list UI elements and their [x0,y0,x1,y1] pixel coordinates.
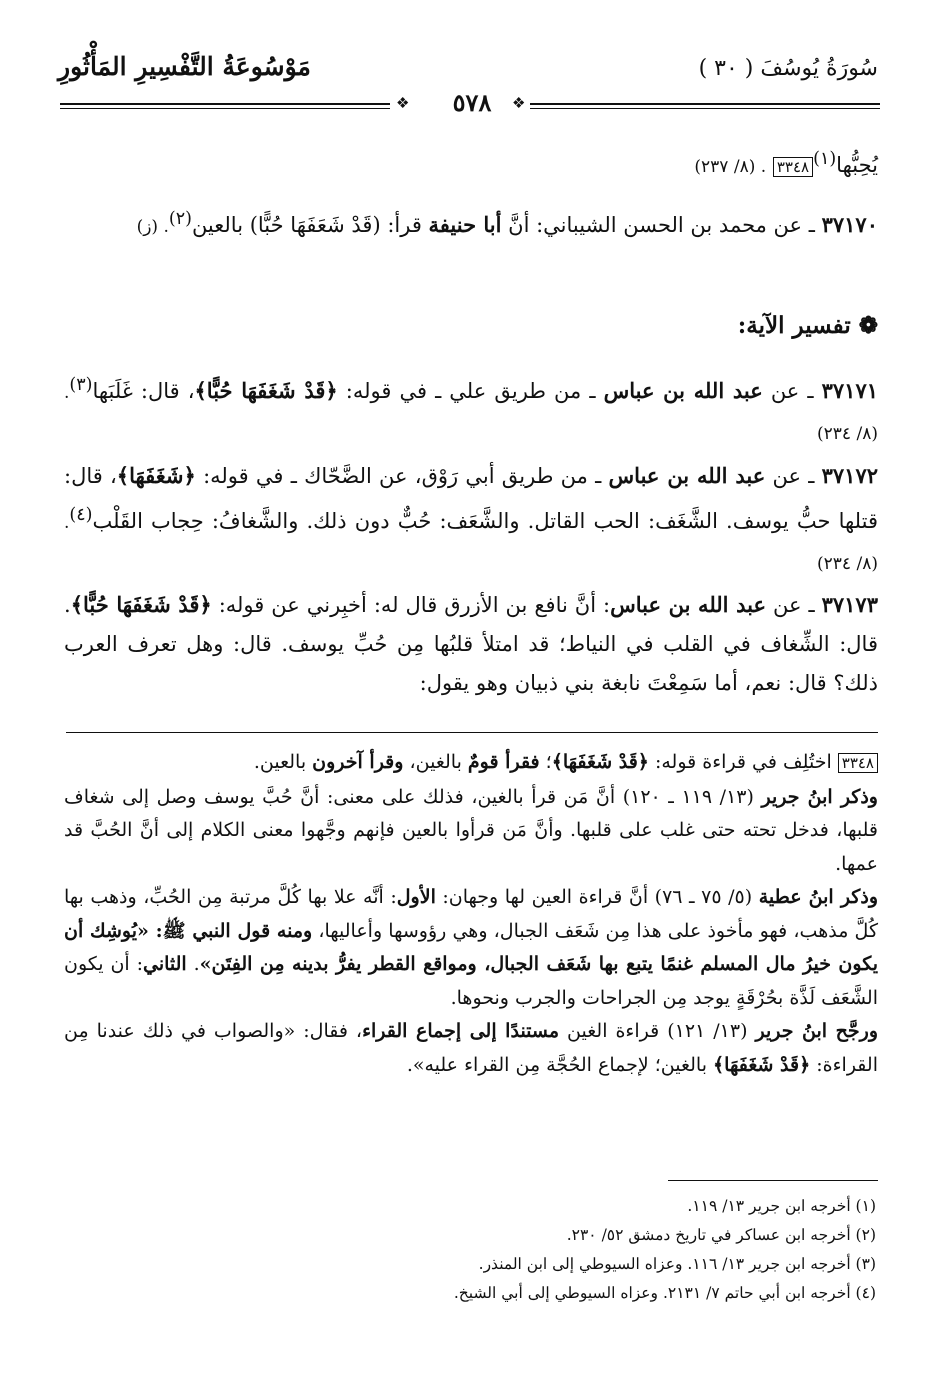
editorial-notes [64,746,878,1082]
note-3348 [64,746,878,781]
text: يُحِبُّها [836,153,878,177]
footnote-ref: (٢) [168,209,192,229]
text: ـ من طريق علي ـ في قوله: [337,379,604,403]
text: بالغين؛ لإجماع الحُجَّة مِن القراء عليه». [406,1053,714,1076]
footnote: (٤) أخرجه ابن أبي حاتم ٧/ ٢١٣١. وعزاه السيوطي إلى أبي الشيخ. [453,1284,876,1302]
note-ibn-atiyya [64,881,878,1015]
text: ، قال: غَلَبَها [92,379,195,403]
text: (٥/ ٧٥ ـ ٧٦) أنَّ قراءة العين لها وجهان: [435,886,759,908]
bold-text: الأول [396,886,436,908]
footnote: (١) أخرجه ابن جرير ١٣/ ١١٩. [687,1197,876,1215]
narration-37173 [64,585,878,703]
text: : أنَّ نافع بن الأزرق قال له: أخبِرني عن قوله: [211,593,611,617]
text: ؛ [539,751,552,773]
source-ref: . (٨/ ٢٣٧) [694,157,767,177]
text: ، قال: قتلها حبُّ يوسف. الشَّغَف: الحب القاتل. والشَّعَف: حُبٌّ دون ذلك. والشَّغافُ: حِجاب القَلْب [64,464,878,533]
source-ref: . (٨/ ٢٣٤) [64,383,878,444]
text: ـ عن محمد بن الحسن الشيباني: أنَّ [501,213,822,237]
narration-number: ٣٧١٧٣ [821,592,878,617]
quran-quote: ﴿شَغَفَهَا﴾ [116,463,196,488]
text: بالغين، [403,751,468,773]
quran-quote: ﴿قَدْ شَغَفَهَا﴾ [713,1053,811,1076]
note-box: ٣٣٤٨ [838,753,878,773]
ornament-icon: ❖ [396,94,410,112]
bold-text: الثاني [143,953,187,975]
ornament-icon: ❖ [512,94,526,112]
bold-text: مستندًا إلى إجماع القراء [362,1020,560,1042]
page-number: ٥٧٨ [452,88,492,117]
text: : أنَّه علا بها كُلَّ مرتبة مِن الحُبِّ، وذهب بها كُلَّ مذهب، فهو مأخوذ على هذا مِن شَعَف الجبال، وهي رؤوسها وأعاليها، [64,886,878,942]
header-rule-right-thin [530,108,880,109]
narrator-name: عبد الله بن عباس [610,592,766,617]
narrator-name: أبا حنيفة [428,212,502,237]
text: . قال: الشِّغاف في القلب في النياط؛ قد امتلأ قلبُها مِن حُبِّ يوسف. قال: وهل تعرف العرب ذلك؟ قال: نعم، أما سَمِعْتَ نابغة بني ذبيان وهو يقول: [64,593,878,695]
source-ref: . (ز) [136,217,169,237]
bold-text: وذكر ابنُ عطية [758,886,878,908]
header-rule-left [60,103,390,105]
note-tarjih [64,1015,878,1082]
book-title: مَوْسُوعَةُ التَّفْسِيرِ المَأْثُورِ [58,52,311,81]
narration-number: ٣٧١٧١ [821,378,879,403]
narration-37172 [64,456,878,584]
quran-quote: ﴿قَدْ شَغَفَهَا﴾ [551,751,649,773]
text: اختُلِف في قراءة قوله: [648,751,838,773]
narration-37171 [64,366,878,454]
footnote-ref: (٤) [69,505,93,525]
note-ibn-jarir [64,781,878,882]
quran-quote: ﴿قَدْ شَغَفَهَا حُبًّا﴾ [194,378,338,403]
header-rule-right [530,103,880,105]
footnote: (٢) أخرجه ابن عساكر في تاريخ دمشق ٥٢/ ٢٣٠. [566,1226,876,1244]
header-rule-left-thin [60,108,390,109]
narration-number: ٣٧١٧٠ [821,212,878,237]
footnote: (٣) أخرجه ابن جرير ١٣/ ١١٦. وعزاه السيوطي إلى ابن المنذر. [478,1255,876,1273]
text: . [186,953,200,975]
text: (١٣/ ١٢١) قراءة الغين [559,1020,756,1042]
footnote-ref: (٣) [69,375,93,395]
paragraph-continuation [64,140,878,187]
footnote-separator [668,1180,878,1181]
text: ـ عن [766,593,822,617]
notes-separator [66,732,878,733]
text: (١٣/ ١١٩ ـ ١٢٠) أنَّ مَن قرأ بالغين، فذلك على معنى: أنَّ حُبَّ يوسف وصل إلى شغاف قلبها، فدخل تحته حتى غلب على قلبها. وأنَّ مَن قرأوا بالعين فإنهم وجَّهوا معنى الكلام إلى أنَّ الحُبَّ قد عمها. [64,785,878,875]
section-heading: ❁ تفسير الآية: [737,312,878,339]
narrator-name: عبد الله بن عباس [603,378,763,403]
text: : أن يكون الشَّعَف لَذَّة بحُرْقَةٍ يوجد مِن الجراحات والجرب ونحوها. [64,953,878,1009]
text: قرأ: (قَدْ شَعَفَهَا حُبًّا) بالعين [191,213,429,237]
note-box: ٣٣٤٨ [773,157,813,177]
footnotes [64,1192,876,1308]
bold-text: وذكر ابنُ جرير [761,785,878,808]
source-ref: . (٨/ ٢٣٤) [64,513,878,574]
text: ، فقال: «والصواب في ذلك عندنا مِن القراءة: [64,1020,878,1076]
hadith-quote: ومنه قول النبي ﷺ: «يُوشِك أن يكون خيرُ مال المسلم غنمًا يتبع بها شَعَف الجبال، ومواقع القطر يفرُّ بدينه مِن الفِتَن» [64,919,878,975]
bold-text: وقرأ آخرون [312,751,404,773]
bold-text: فقرأ قومٌ [467,751,540,773]
narration-37170 [64,200,878,247]
text: بالعين. [253,751,313,773]
quran-quote: ﴿قَدْ شَغَفَهَا حُبًّا﴾ [70,592,212,617]
surah-title: سُورَةُ يُوسُفَ ( ٣٠ ) [698,56,878,81]
narrator-name: عبد الله بن عباس [608,463,766,488]
text: ـ من طريق أبي رَوْق، عن الضَّحّاك ـ في قوله: [195,464,609,488]
text: ـ عن [765,464,822,488]
bold-text: ورجَّح ابنُ جرير [755,1020,879,1042]
footnote-ref: (١) [813,149,837,169]
narration-number: ٣٧١٧٢ [821,463,879,488]
text: ـ عن [762,379,822,403]
